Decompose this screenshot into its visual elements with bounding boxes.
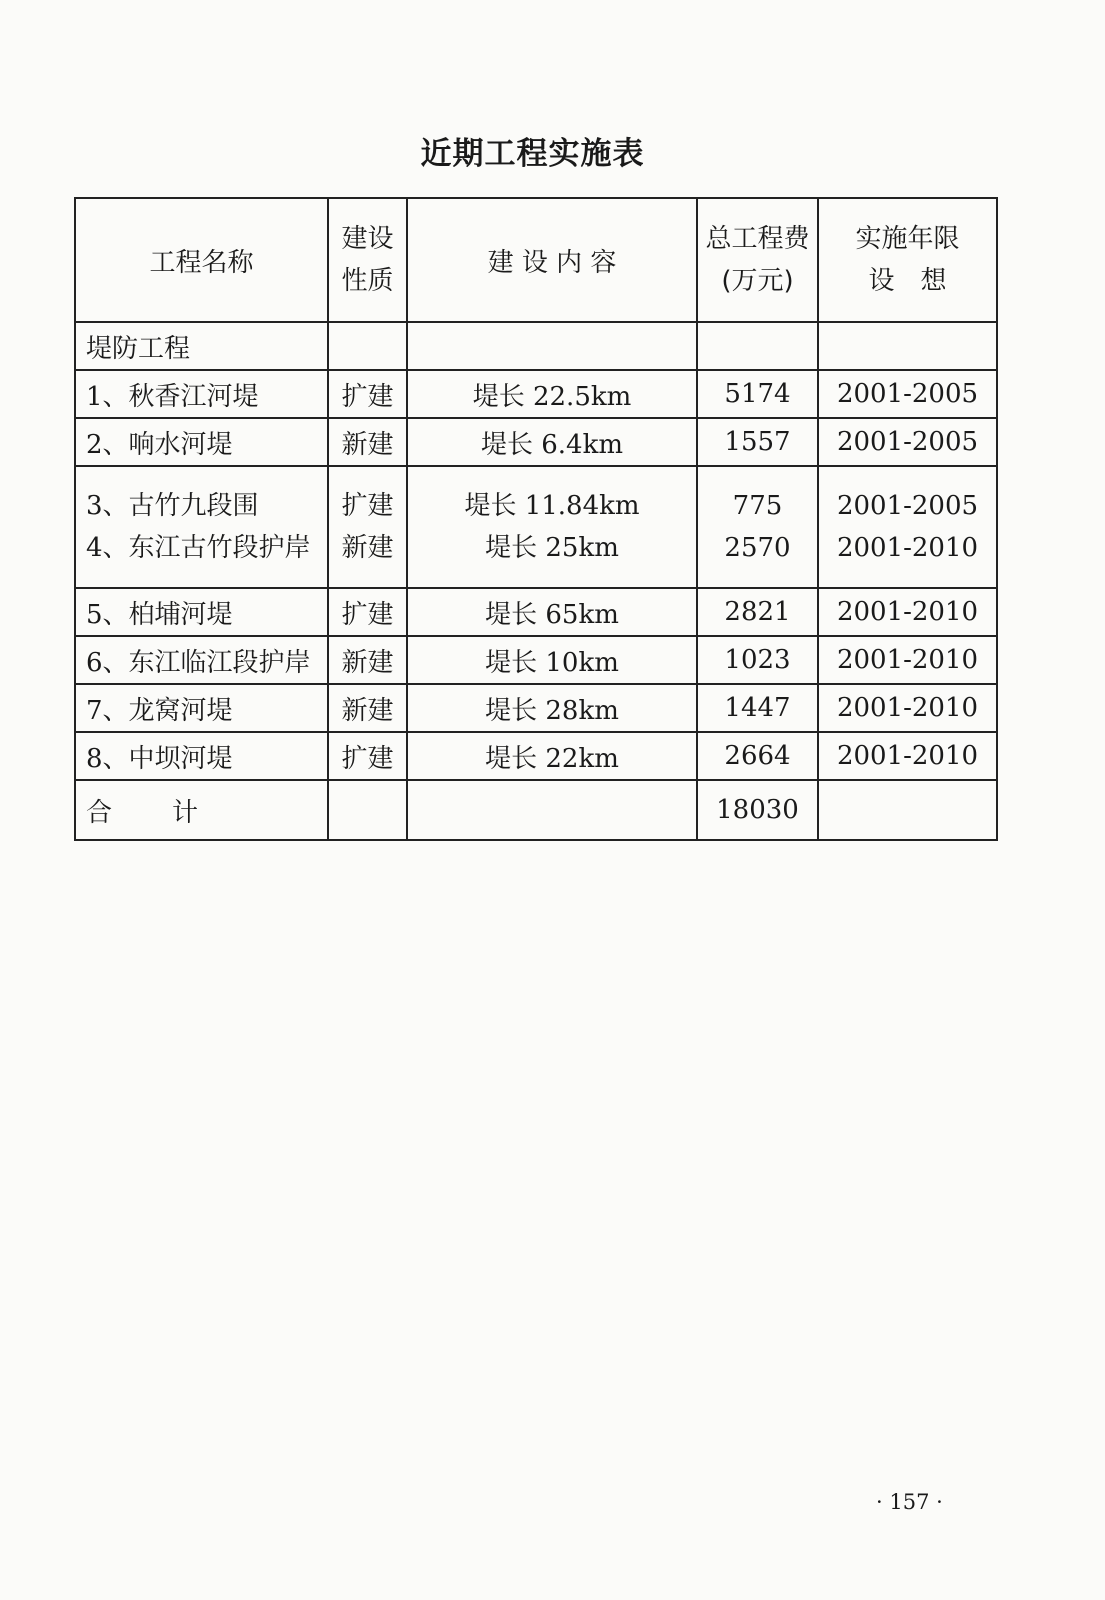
row-years: 2001-2010	[818, 636, 997, 684]
row-name-pair	[75, 466, 328, 588]
total-cost: 18030	[697, 780, 818, 840]
table-row-double	[75, 466, 997, 588]
row-content: 堤长 6.4km	[407, 418, 697, 466]
row-name: 5、柏埔河堤	[75, 588, 328, 636]
table-header-row	[75, 198, 997, 322]
row-years: 2001-2010	[818, 588, 997, 636]
row-years: 2001-2005	[818, 418, 997, 466]
page-number: · 157 ·	[876, 1490, 943, 1514]
row-cost: 1557	[697, 418, 818, 466]
header-type-line1: 建设	[341, 224, 394, 254]
page-title: 近期工程实施表	[420, 136, 645, 172]
row-cost: 775	[732, 491, 783, 521]
row-content: 堤长 28km	[407, 684, 697, 732]
total-label-b: 计	[172, 797, 199, 828]
row-name: 8、中坝河堤	[75, 732, 328, 780]
table-row	[75, 732, 997, 780]
row-name: 7、龙窝河堤	[75, 684, 328, 732]
row-type: 新建	[328, 418, 407, 466]
table-row	[75, 418, 997, 466]
row-cost: 5174	[697, 370, 818, 418]
row-name: 6、东江临江段护岸	[75, 636, 328, 684]
row-cost-pair	[697, 466, 818, 588]
row-years: 2001-2010	[818, 732, 997, 780]
table-row	[75, 684, 997, 732]
header-type-line2: 性质	[341, 266, 394, 296]
row-name: 4、东江古竹段护岸	[86, 533, 311, 563]
row-name: 3、古竹九段围	[86, 491, 259, 521]
row-cost: 2570	[724, 533, 791, 563]
section-row	[75, 322, 997, 370]
table-row	[75, 370, 997, 418]
row-content: 堤长 10km	[407, 636, 697, 684]
row-cost: 2821	[697, 588, 818, 636]
row-content: 堤长 25km	[485, 533, 619, 563]
row-type: 扩建	[328, 370, 407, 418]
header-years-line1: 实施年限	[855, 224, 960, 254]
project-table	[74, 197, 998, 841]
header-implementation-years	[818, 198, 997, 322]
row-type-pair	[328, 466, 407, 588]
row-type: 扩建	[328, 732, 407, 780]
total-label	[75, 780, 328, 840]
row-years: 2001-2010	[836, 533, 979, 563]
row-cost: 2664	[697, 732, 818, 780]
row-type: 新建	[328, 684, 407, 732]
row-years-pair	[818, 466, 997, 588]
row-cost: 1447	[697, 684, 818, 732]
table-row	[75, 636, 997, 684]
row-years: 2001-2005	[836, 491, 979, 521]
header-cost-line2: (万元)	[721, 266, 794, 296]
header-years-line2: 设 想	[868, 266, 947, 296]
row-name: 2、响水河堤	[75, 418, 328, 466]
row-content: 堤长 22km	[407, 732, 697, 780]
header-content: 建 设 内 容	[407, 198, 697, 322]
row-type: 新建	[328, 636, 407, 684]
row-content: 堤长 22.5km	[407, 370, 697, 418]
row-name: 1、秋香江河堤	[75, 370, 328, 418]
total-label-a: 合	[86, 797, 113, 828]
header-cost-line1: 总工程费	[705, 224, 810, 254]
section-label: 堤防工程	[75, 322, 328, 370]
row-years: 2001-2010	[818, 684, 997, 732]
row-type: 扩建	[341, 491, 394, 521]
total-row	[75, 780, 997, 840]
header-construction-type	[328, 198, 407, 322]
row-content: 堤长 11.84km	[464, 491, 640, 521]
row-cost: 1023	[697, 636, 818, 684]
header-project-name: 工程名称	[75, 198, 328, 322]
row-years: 2001-2005	[818, 370, 997, 418]
table-row	[75, 588, 997, 636]
row-content: 堤长 65km	[407, 588, 697, 636]
row-type: 新建	[341, 533, 394, 563]
header-total-cost	[697, 198, 818, 322]
row-content-pair	[407, 466, 697, 588]
row-type: 扩建	[328, 588, 407, 636]
